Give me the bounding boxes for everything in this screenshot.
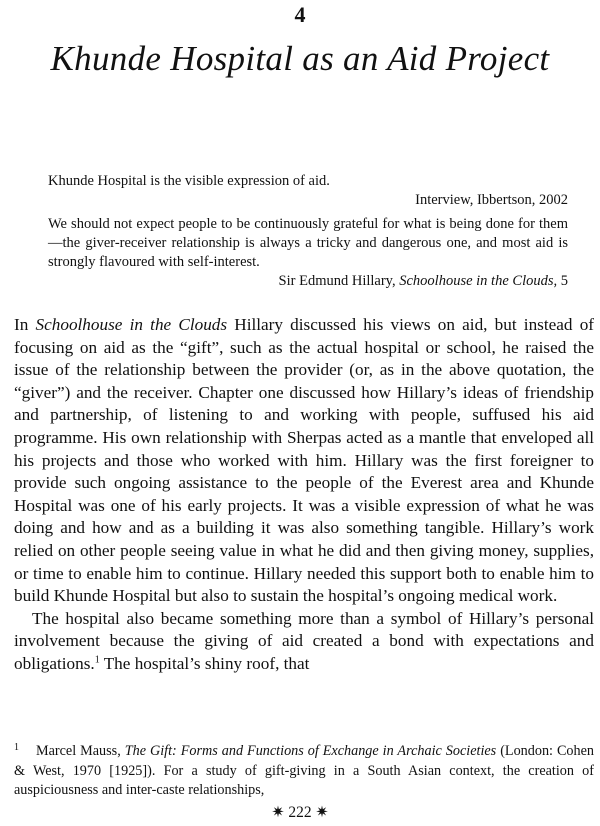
- chapter-title: Khunde Hospital as an Aid Project: [50, 39, 550, 78]
- attribution-work: Schoolhouse in the Clouds,: [399, 273, 558, 289]
- footnote: [14, 742, 594, 801]
- epigraph-attribution: Interview, Ibbertson, 2002: [415, 192, 568, 208]
- attribution-page: 5: [560, 273, 568, 289]
- paragraph-2-text-continued: The hospital’s shiny roof, that: [103, 653, 310, 673]
- paragraph-1-intro: In: [14, 315, 29, 334]
- footnote-mark: 1: [14, 742, 19, 753]
- footnote-author: Marcel Mauss,: [36, 743, 121, 759]
- epigraph-text: We should not expect people to be continuously grateful for what is being done for them—the giver-receiver relationship is always a tricky and dangerous one, and most aid is strongly flavoured with self-interest.: [48, 216, 568, 270]
- attribution-author: Sir Edmund Hillary,: [278, 273, 396, 289]
- chapter-number: 4: [294, 2, 306, 27]
- epigraph-text: Khunde Hospital is the visible expression of aid.: [48, 173, 330, 189]
- paragraph-1-text: Hillary discussed his views on aid, but instead of focusing on aid as the “gift”, such as the actual hospital or school, he raised the issue of the relationship between the provider (or, as in the above quotation, the “giver”) and the receiver. Chapter one discussed how Hillary’s ideas of friendship and partnership, of listening to and working with people, suffused his aid programme. His own relationship with Sherpas acted as a mantle that enveloped all his projects and those who worked with him. Hillary was the first foreigner to provide such ongoing assistance to the people of the Everest area and Khunde Hospital was one of his early projects. It was a visible expression of what he was doing and how and as a building it was also something tangible. Hillary’s work relied on other people seeing value in what he did and then giving money, supplies, or time to enable him to continue. Hillary needed this support both to enable him to build Khunde Hospital but also to sustain the hospital’s ongoing medical work.: [14, 315, 595, 606]
- footnote-work: The Gift: Forms and Functions of Exchange in Archaic Societies: [124, 743, 497, 759]
- book-title-reference: Schoolhouse in the Clouds: [35, 315, 228, 334]
- paragraph-2: [14, 608, 594, 676]
- epigraph-2: [48, 215, 568, 291]
- paragraph-1: [14, 314, 594, 608]
- paragraph-2-text: The hospital also became something more than a symbol of Hillary’s personal involvement because the giving of aid created a bond with expectations and obligations.: [14, 608, 594, 673]
- page-number: ✷ 222 ✷: [271, 804, 329, 821]
- epigraph-1: [48, 172, 568, 210]
- epigraph-attribution: [48, 272, 568, 291]
- footnote-reference: 1: [94, 654, 100, 666]
- body-text: [14, 314, 594, 676]
- footnote-text: (London: Cohen & West, 1970 [1925]). For a study of gift-giving in a South Asian context, the creation of auspiciousness and inter-caste relationships,: [14, 743, 595, 798]
